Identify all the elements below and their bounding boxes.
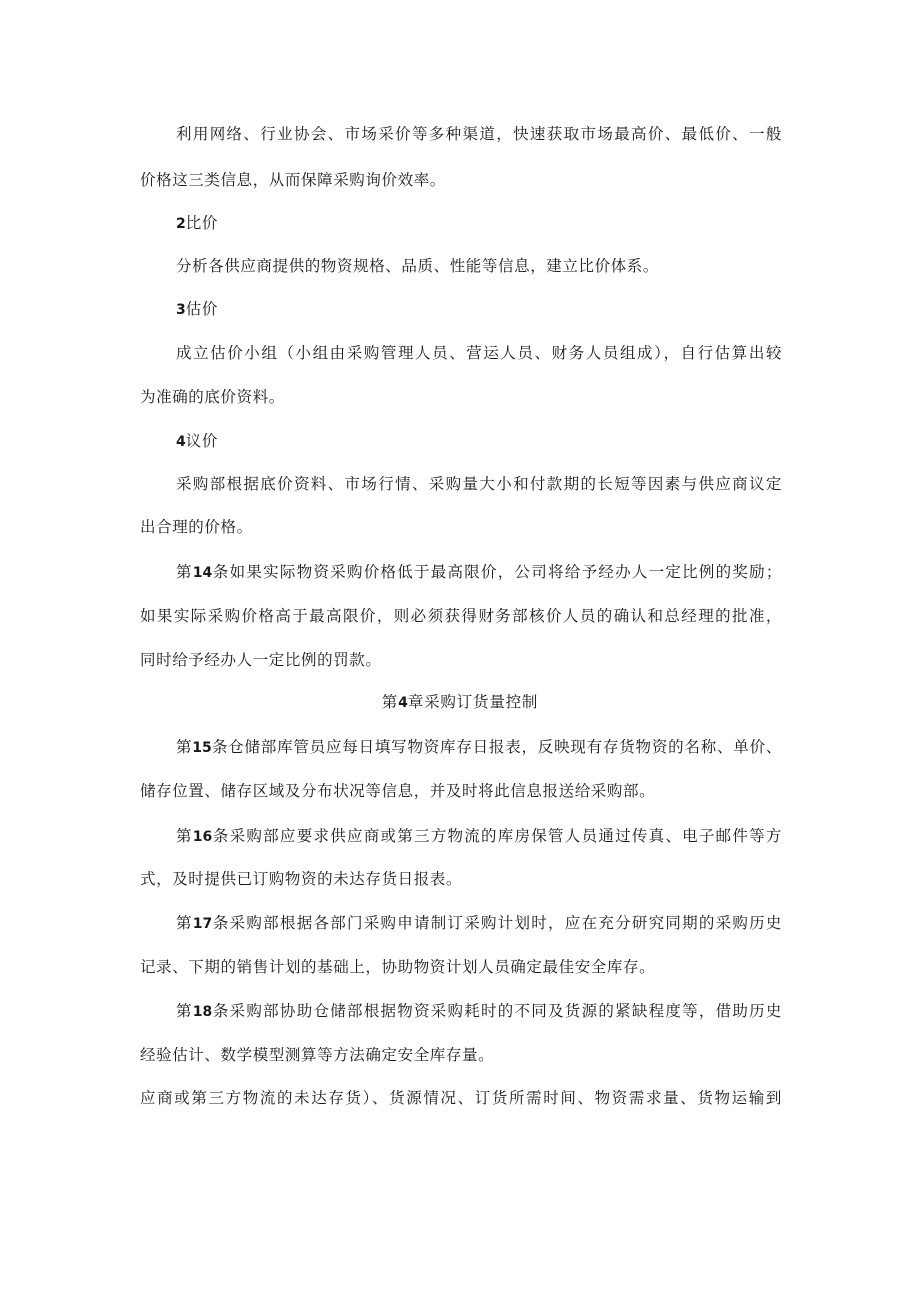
paragraph-line: 经验估计、数学模型测算等方法确定安全库存量。 — [140, 1046, 495, 1064]
article-18: 第18条采购部协助仓储部根据物资采购耗时的不同及货源的紧缺程度等，借助历史 — [176, 1002, 782, 1020]
subheading-gujia: 3估价 — [176, 300, 218, 318]
paragraph-line: 利用网络、行业协会、市场采价等多种渠道，快速获取市场最高价、最低价、一般 — [176, 125, 782, 143]
paragraph-line: 分析各供应商提供的物资规格、品质、性能等信息，建立比价体系。 — [176, 257, 660, 275]
paragraph-line: 式，及时提供已订购物资的未达存货日报表。 — [140, 870, 463, 888]
article-15: 第15条仓储部库管员应每日填写物资库存日报表，反映现有存货物资的名称、单价、 — [176, 738, 782, 756]
subheading-bijia: 2比价 — [176, 214, 218, 232]
chapter-heading: 第4章采购订货量控制 — [381, 693, 539, 711]
paragraph-line: 储存位置、储存区域及分布状况等信息，并及时将此信息报送给采购部。 — [140, 782, 656, 800]
paragraph-line: 采购部根据底价资料、市场行情、采购量大小和付款期的长短等因素与供应商议定 — [176, 475, 782, 493]
article-14: 第14条如果实际物资采购价格低于最高限价，公司将给予经办人一定比例的奖励； — [176, 563, 782, 581]
paragraph-line: 如果实际采购价格高于最高限价，则必须获得财务部核价人员的确认和总经理的批准， — [140, 607, 782, 625]
paragraph-line: 成立估价小组（小组由采购管理人员、营运人员、财务人员组成），自行估算出较 — [176, 344, 782, 362]
paragraph-line: 出合理的价格。 — [140, 518, 253, 536]
paragraph-line: 记录、下期的销售计划的基础上，协助物资计划人员确定最佳安全库存。 — [140, 958, 656, 976]
article-17: 第17条采购部根据各部门采购申请制订采购计划时，应在充分研究同期的采购历史 — [176, 914, 782, 932]
subheading-yijia: 4议价 — [176, 432, 218, 450]
paragraph-line: 价格这三类信息，从而保障采购询价效率。 — [140, 171, 446, 189]
paragraph-line: 同时给予经办人一定比例的罚款。 — [140, 651, 382, 669]
article-16: 第16条采购部应要求供应商或第三方物流的库房保管人员通过传真、电子邮件等方 — [176, 827, 782, 845]
paragraph-line: 应商或第三方物流的未达存货）、货源情况、订货所需时间、物资需求量、货物运输到 — [140, 1089, 782, 1107]
paragraph-line: 为准确的底价资料。 — [140, 388, 285, 406]
